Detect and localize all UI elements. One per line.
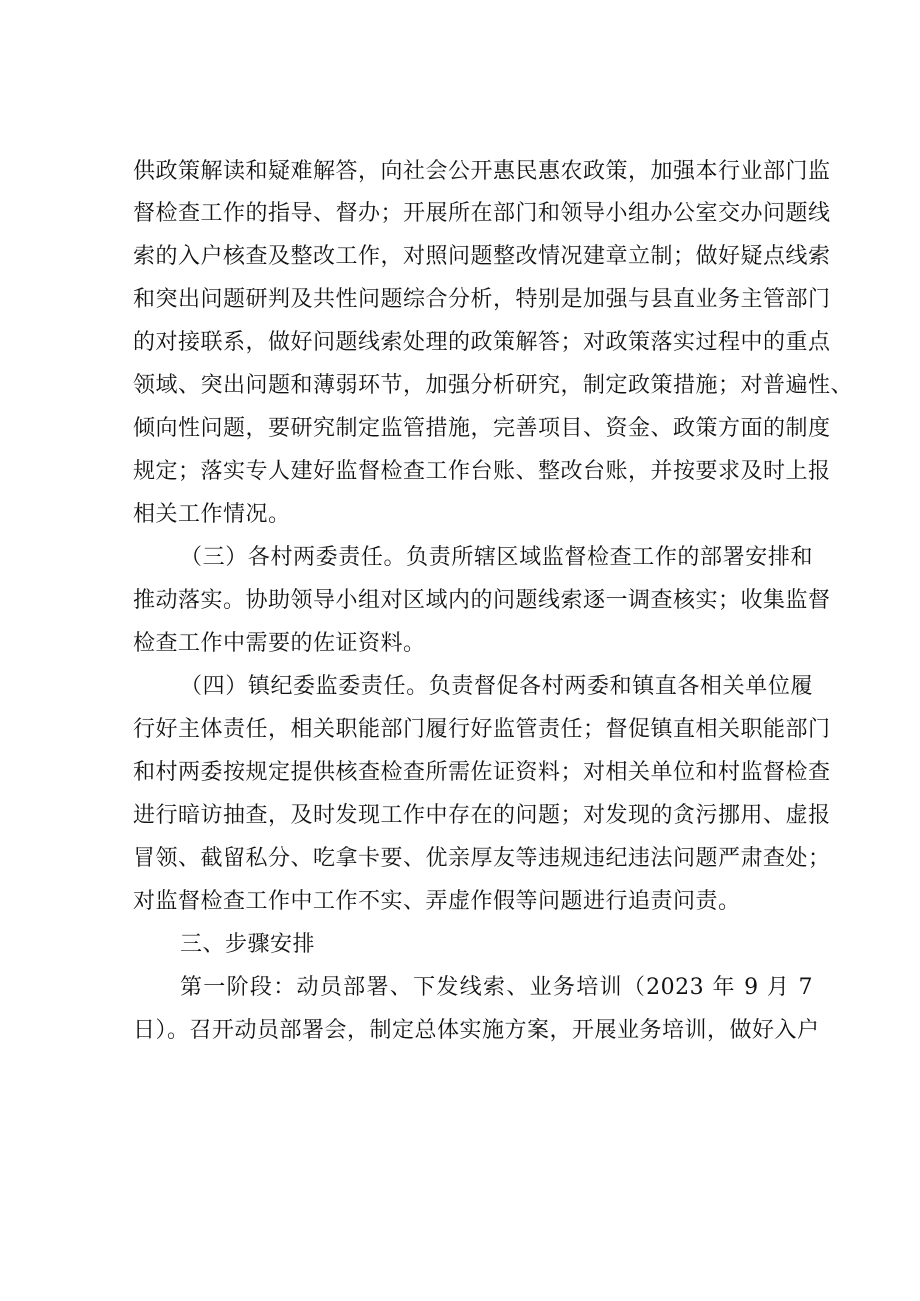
body-text-line: 索的入户核查及整改工作，对照问题整改情况建章立制；做好疑点线索 — [133, 244, 831, 269]
body-text-line: 进行暗访抽查，及时发现工作中存在的问题；对发现的贪污挪用、虚报 — [133, 803, 831, 828]
section-3-first-line: （三）各村两委责任。负责所辖区域监督检查工作的部署安排和 — [180, 545, 813, 570]
body-text-line: 规定；落实专人建好监督检查工作台账、整改台账，并按要求及时上报 — [133, 459, 831, 484]
section-heading-steps: 三、步骤安排 — [180, 932, 316, 957]
body-text-line: 倾向性问题，要研究制定监管措施，完善项目、资金、政策方面的制度 — [133, 416, 831, 441]
body-text-line: 冒领、截留私分、吃拿卡要、优亲厚友等违规违纪违法问题严肃查处； — [133, 846, 831, 871]
body-text-line: 领域、突出问题和薄弱环节，加强分析研究，制定政策措施；对普遍性、 — [133, 373, 854, 398]
body-text-line: 督检查工作的指导、督办；开展所在部门和领导小组办公室交办问题线 — [133, 201, 831, 226]
body-text-line: 供政策解读和疑难解答，向社会公开惠民惠农政策，加强本行业部门监 — [133, 159, 831, 184]
body-text-line: 行好主体责任，相关职能部门履行好监管责任；督促镇直相关职能部门 — [133, 717, 831, 742]
body-text-line: 和突出问题研判及共性问题综合分析，特别是加强与县直业务主管部门 — [133, 287, 831, 312]
body-text-line: 的对接联系，做好问题线索处理的政策解答；对政策落实过程中的重点 — [133, 330, 831, 355]
phase-1-first-line: 第一阶段：动员部署、下发线索、业务培训（2023 年 9 月 7 — [180, 975, 813, 1000]
body-text-line: 日）。召开动员部署会，制定总体实施方案，开展业务培训，做好入户 — [133, 1018, 820, 1043]
body-text-line: 相关工作情况。 — [133, 502, 291, 527]
body-text-line: 推动落实。协助领导小组对区域内的问题线索逐一调查核实；收集监督 — [133, 588, 831, 613]
body-text-line: 检查工作中需要的佐证资料。 — [133, 631, 426, 656]
section-4-first-line: （四）镇纪委监委责任。负责督促各村两委和镇直各相关单位履 — [180, 674, 813, 699]
body-text-line: 和村两委按规定提供核查检查所需佐证资料；对相关单位和村监督检查 — [133, 760, 831, 785]
body-text-line: 对监督检查工作中工作不实、弄虚作假等问题进行追责问责。 — [133, 889, 741, 914]
